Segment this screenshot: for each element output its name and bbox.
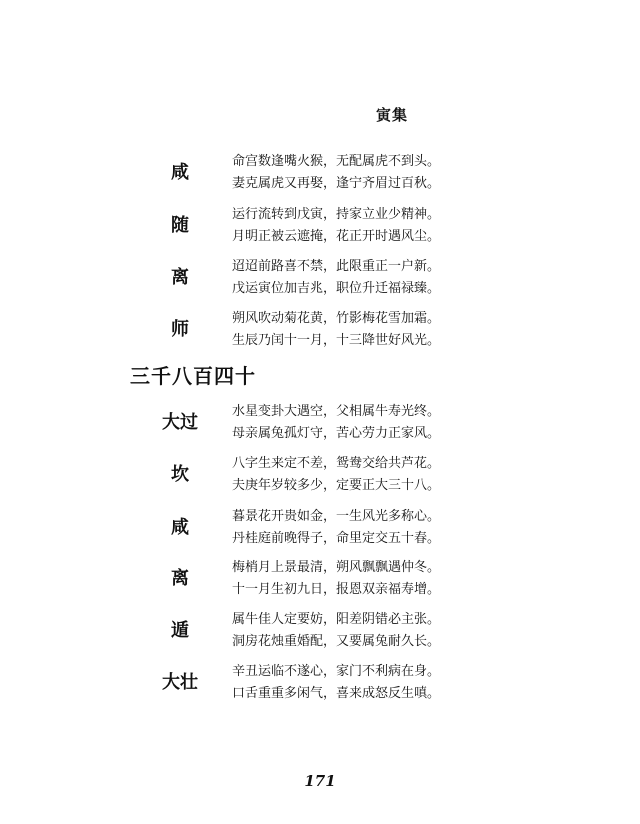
hexagram-label: 坎: [171, 464, 189, 485]
verse-entry: [150, 256, 490, 300]
verse-line: 八字生来定不差，鸳鸯交给共芦花。: [232, 456, 441, 471]
verse-entry: [150, 308, 490, 352]
verse-entry: [150, 453, 490, 497]
verse-text: [232, 204, 440, 248]
verse-entry: [150, 506, 490, 550]
section-heading: 三千八百四十: [130, 364, 256, 388]
verse-text: [232, 151, 440, 195]
hexagram-label: 大过: [162, 412, 198, 433]
verse-entry: [150, 204, 490, 248]
verse-entry: [150, 401, 490, 445]
verse-entry: [150, 661, 490, 705]
hexagram-label: 咸: [171, 517, 189, 538]
verse-line: 命宫数逢嘴火猴，无配属虎不到头。: [232, 154, 441, 169]
verse-text: [232, 256, 440, 300]
verse-line: 十一月生初九日，报恩双亲福寿增。: [232, 582, 441, 597]
verse-line: 水星变卦大遇空，父相属牛寿光终。: [232, 404, 441, 419]
verse-text: [232, 557, 440, 601]
verse-entry: [150, 151, 490, 195]
verse-line: 妻克属虎又再娶，逢宁齐眉过百秋。: [232, 176, 441, 191]
verse-line: 戊运寅位加吉兆，职位升迁福禄臻。: [232, 281, 441, 296]
verse-entry: [150, 609, 490, 653]
verse-text: [232, 609, 440, 653]
hexagram-label: 大壮: [162, 672, 198, 693]
verse-line: 朔风吹动菊花黄，竹影梅花雪加霜。: [232, 311, 441, 326]
verse-line: 迢迢前路喜不禁，此限重正一户新。: [232, 259, 441, 274]
verse-text: [232, 401, 440, 445]
verse-line: 梅梢月上景最清，朔风飘飘遇仲冬。: [232, 560, 441, 575]
verse-line: 生辰乃闰十一月，十三降世好风光。: [232, 333, 441, 348]
hexagram-label: 随: [171, 215, 189, 236]
hexagram-label: 离: [171, 267, 189, 288]
verse-line: 洞房花烛重婚配，又要属兔耐久长。: [232, 634, 441, 649]
verse-line: 辛丑运临不遂心，家门不利病在身。: [232, 664, 441, 679]
page-number: 171: [304, 772, 336, 790]
verse-line: 暮景花开贵如金，一生风光多称心。: [232, 509, 441, 524]
hexagram-label: 离: [171, 568, 189, 589]
verse-text: [232, 506, 440, 550]
hexagram-label: 师: [171, 319, 189, 340]
verse-entry: [150, 557, 490, 601]
hexagram-label: 咸: [171, 162, 189, 183]
verse-line: 母亲属兔孤灯守，苦心劳力正家风。: [232, 426, 441, 441]
verse-line: 属牛佳人定要妨，阳差阴错必主张。: [232, 612, 441, 627]
verse-line: 丹桂庭前晚得子，命里定交五十春。: [232, 531, 441, 546]
verse-line: 夫庚年岁较多少，定要正大三十八。: [232, 478, 441, 493]
verse-text: [232, 308, 440, 352]
verse-text: [232, 453, 440, 497]
verse-line: 口舌重重多闲气，喜来成怒反生嗔。: [232, 686, 441, 701]
hexagram-label: 遁: [171, 620, 189, 641]
verse-line: 月明正被云遮掩，花正开时遇风尘。: [232, 229, 441, 244]
running-header: 寅集: [376, 106, 409, 124]
verse-text: [232, 661, 440, 705]
verse-line: 运行流转到戊寅，持家立业少精神。: [232, 207, 441, 222]
